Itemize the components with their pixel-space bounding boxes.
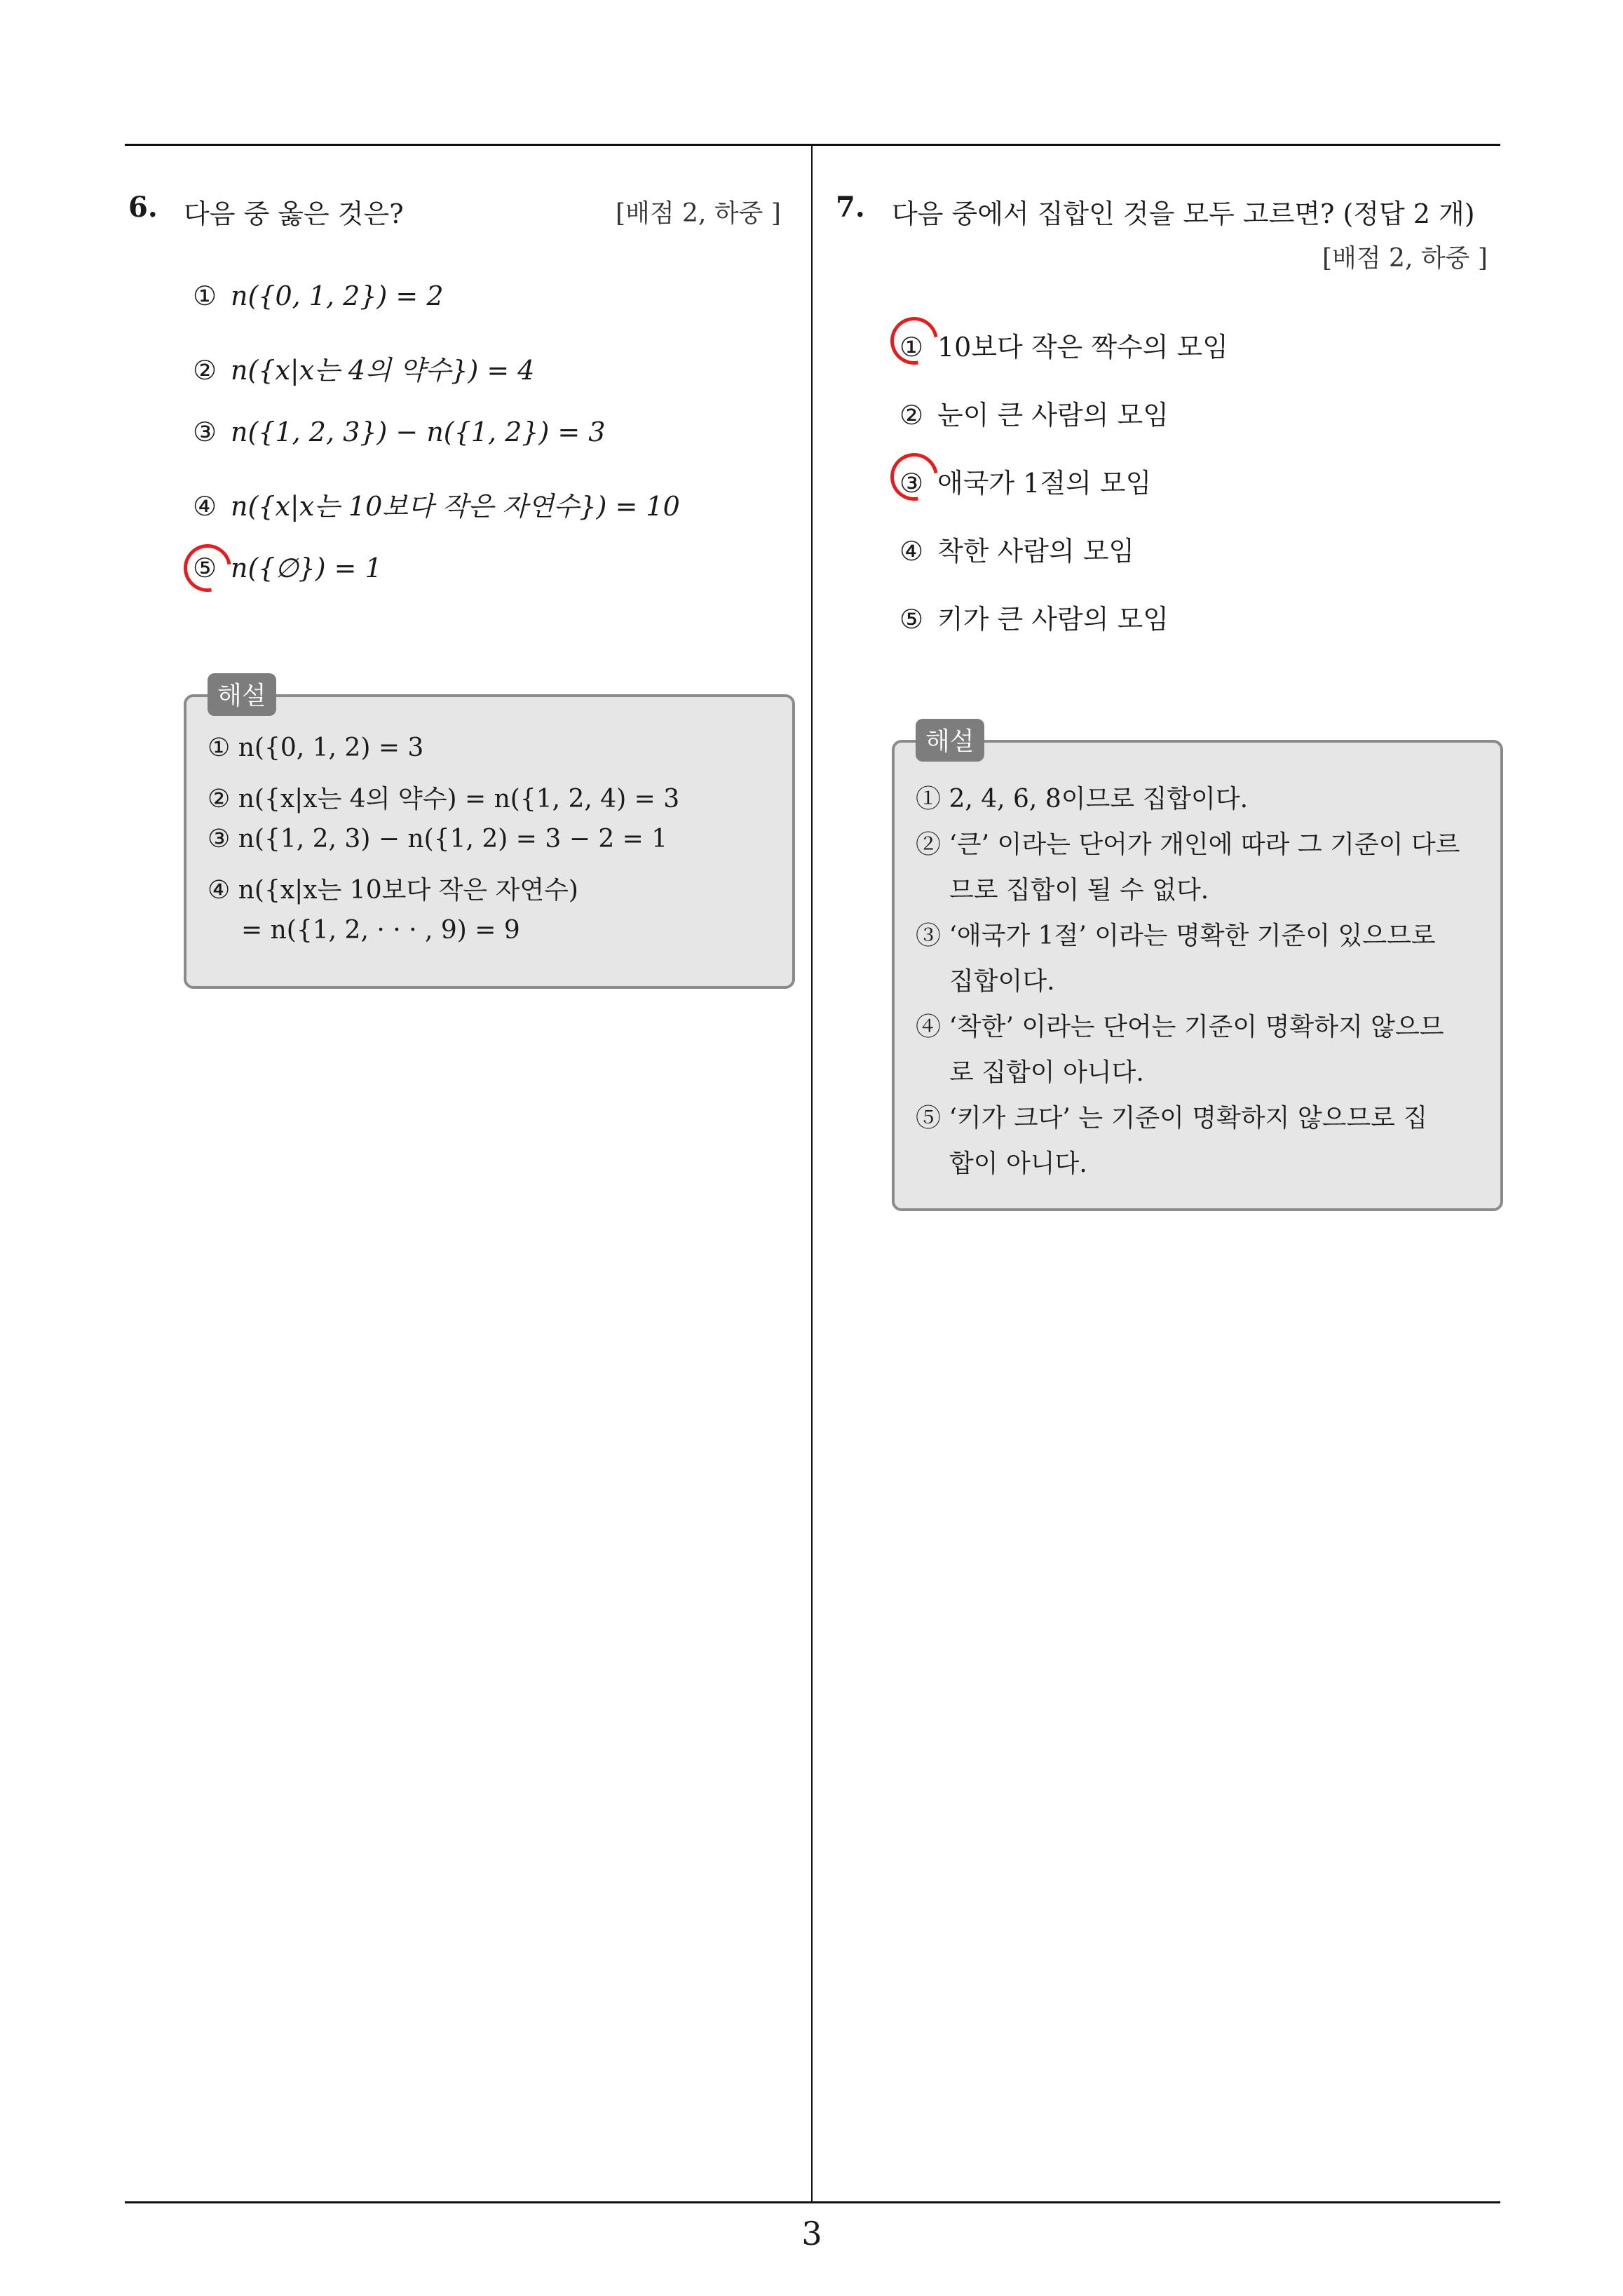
choice-text: 눈이 큰 사람의 모임 [937, 400, 1169, 431]
q6-explanation-line-4: ④ n({x|x는 10보다 작은 자연수) [208, 876, 578, 905]
choice-text: n({∅}) = 1 [231, 553, 382, 583]
q7-explanation-tab: 해설 [916, 719, 984, 762]
q7-explanation-line-4: ③ ‘애국가 1절’ 이라는 명확한 기준이 있으므로 [916, 921, 1436, 950]
q6-answer-circle-icon [175, 535, 241, 602]
choice-text: 애국가 1절의 모임 [937, 468, 1152, 499]
choice-text: n({x|x는 10보다 작은 자연수}) = 10 [231, 491, 680, 522]
q6-choice-3[interactable] [193, 417, 606, 447]
q7-explanation-box [892, 740, 1503, 1211]
page-number: 3 [801, 2215, 822, 2253]
q7-explanation-line-6: ④ ‘착한’ 이라는 단어는 기준이 명확하지 않으므 [916, 1013, 1444, 1041]
q7-choice-2[interactable] [899, 393, 1169, 432]
q7-explanation-line-1: ① 2, 4, 6, 8이므로 집합이다. [916, 785, 1249, 813]
q7-score: [배점 2, 하중 ] [1322, 244, 1488, 273]
choice-mark: ④ [899, 536, 924, 567]
choice-text: 키가 큰 사람의 모임 [937, 604, 1169, 635]
q6-score: [배점 2, 하중 ] [616, 199, 781, 228]
choice-text: n({x|x는 4의 약수}) = 4 [231, 355, 535, 386]
q6-choice-1[interactable] [193, 281, 444, 311]
q6-choice-4[interactable] [193, 485, 680, 523]
q6-explanation-box [184, 694, 795, 989]
q6-text: 다음 중 옳은 것은? [184, 198, 404, 229]
column-divider [811, 145, 813, 2201]
q6-explanation-line-2: ② n({x|x는 4의 약수) = n({1, 2, 4) = 3 [208, 785, 680, 813]
q6-explanation-line-5: = n({1, 2, · · · , 9) = 9 [241, 916, 520, 945]
q6-choice-2[interactable] [193, 349, 534, 387]
top-rule [125, 144, 1500, 146]
q6-number: 6. [128, 191, 158, 224]
q7-choice-5[interactable] [899, 597, 1169, 636]
choice-text: n({1, 2, 3}) − n({1, 2}) = 3 [231, 417, 606, 447]
q7-choice-4[interactable] [899, 529, 1134, 568]
choice-mark: ① [899, 332, 924, 363]
q6-explanation-line-3: ③ n({1, 2, 3) − n({1, 2) = 3 − 2 = 1 [208, 825, 668, 853]
choice-mark: ⑤ [193, 553, 217, 583]
q7-explanation-line-8: ⑤ ‘키가 크다’ 는 기준이 명확하지 않으므로 집 [916, 1104, 1428, 1133]
q7-choice-1[interactable] [899, 325, 1228, 364]
choice-mark: ③ [193, 417, 217, 447]
choice-mark: ⑤ [899, 604, 924, 635]
choice-text: 10보다 작은 짝수의 모임 [937, 332, 1228, 363]
choice-mark: ② [899, 400, 924, 431]
q7-answer-circle-3-icon [881, 444, 948, 511]
q7-text: 다음 중에서 집합인 것을 모두 고르면? (정답 2 개) [892, 198, 1475, 229]
choice-text: 착한 사람의 모임 [937, 536, 1135, 567]
q6-explanation-line-1: ① n({0, 1, 2) = 3 [208, 734, 424, 762]
choice-mark: ④ [193, 491, 217, 522]
q6-explanation-tab: 해설 [208, 673, 276, 716]
q7-explanation-line-7: 로 집합이 아니다. [949, 1058, 1144, 1087]
q7-explanation-line-2: ② ‘큰’ 이라는 단어가 개인에 따라 그 기준이 다르 [916, 830, 1460, 859]
q7-explanation-line-5: 집합이다. [949, 967, 1055, 996]
q7-number: 7. [836, 191, 865, 224]
choice-mark: ② [193, 355, 217, 386]
q7-explanation-line-9: 합이 아니다. [949, 1149, 1087, 1178]
choice-mark: ① [193, 281, 217, 311]
q7-answer-circle-1-icon [881, 308, 948, 374]
choice-mark: ③ [899, 468, 924, 499]
q7-explanation-line-3: 므로 집합이 될 수 없다. [949, 876, 1209, 905]
bottom-rule [125, 2201, 1500, 2203]
choice-text: n({0, 1, 2}) = 2 [231, 281, 444, 311]
